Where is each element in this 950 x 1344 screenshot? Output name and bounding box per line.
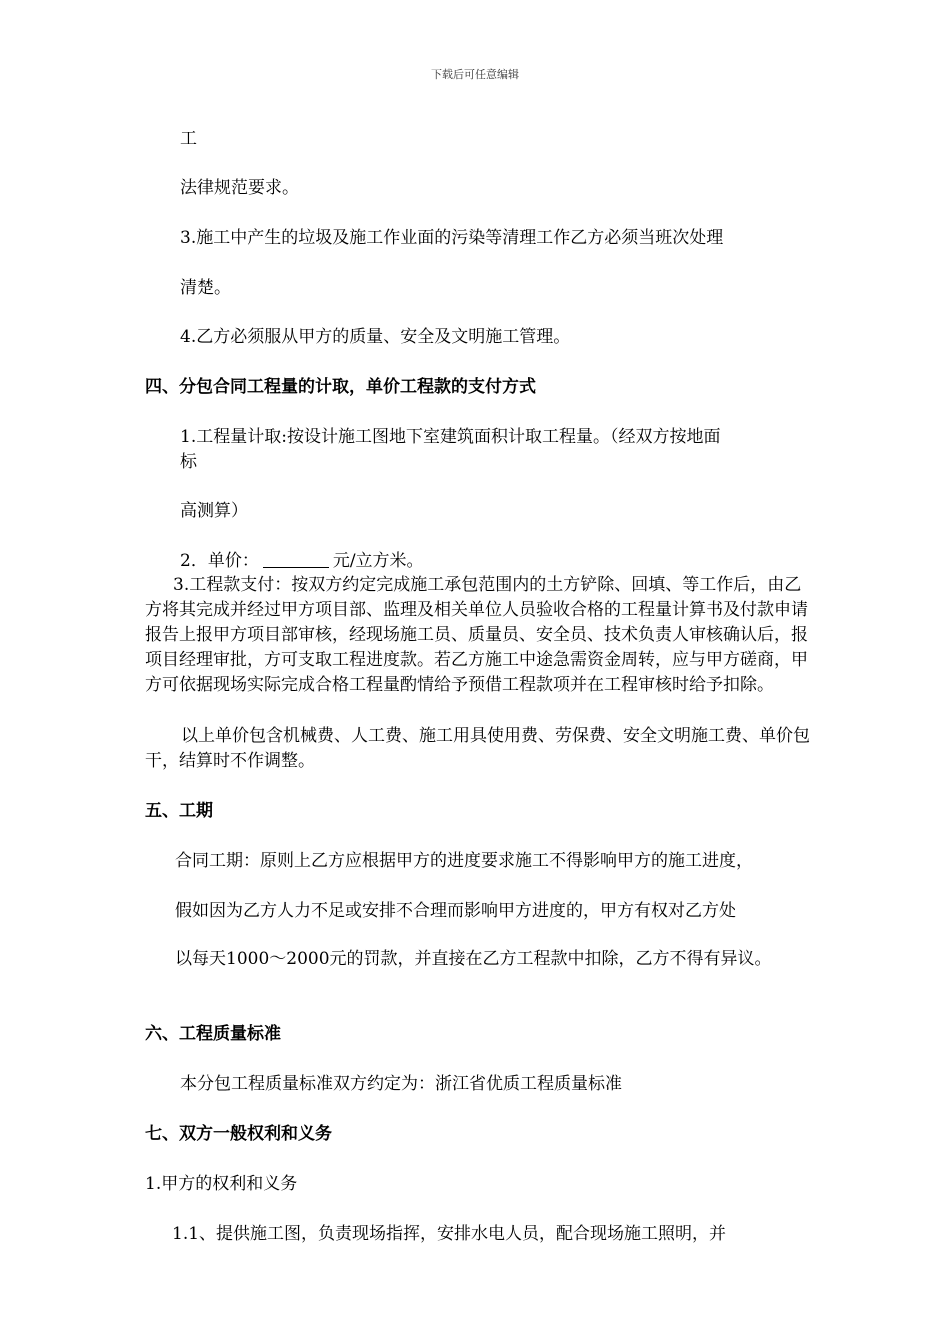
payment-paragraph: 3.工程款支付：按双方约定完成施工承包范围内的土方铲除、回填、等工作后，由乙方将其完成并经过甲方项目部、监理及相关单位人员验收合格的工程量计算书及付款申请报告上报甲方项目部审核，经现场施工员、质量员、安全员、技术负责人审核确认后，报项目经理审批，方可支取工程进度款。若乙方施工中途急需资金周转，应与甲方磋商，甲方可依据现场实际完成合格工程量酌情给予预借工程款项并在工程审核时给予扣除。: [145, 575, 808, 695]
text-line: 3.施工中产生的垃圾及施工作业面的污染等清理工作乙方必须当班次处理: [180, 228, 724, 248]
unit-price-label: 2．单价：: [180, 551, 259, 571]
text-line: 工: [180, 129, 197, 149]
text-line: 假如因为乙方人力不足或安排不合理而影响甲方进度的，甲方有权对乙方处: [175, 901, 736, 921]
text-line: 法律规范要求。: [180, 178, 299, 198]
text-line: 4.乙方必须服从甲方的质量、安全及文明施工管理。: [180, 327, 571, 347]
text-line: 本分包工程质量标准双方约定为：浙江省优质工程质量标准: [180, 1074, 622, 1094]
penalty-paragraph: 以每天1000～2000元的罚款，并直接在乙方工程款中扣除，乙方不得有异议。: [175, 949, 772, 969]
unit-price-blank: [263, 551, 329, 568]
section-heading-7: 七、双方一般权利和义务: [145, 1124, 332, 1144]
section-heading-6: 六、工程质量标准: [145, 1024, 281, 1044]
text-line: 高测算）: [180, 501, 248, 521]
text-line: 合同工期：原则上乙方应根据甲方的进度要求施工不得影响甲方的施工进度，: [175, 851, 753, 871]
section-heading-5: 五、工期: [145, 801, 213, 821]
text-line: 清楚。: [180, 278, 231, 298]
unit-price-line: [180, 548, 424, 574]
section-heading-4: 四、分包合同工程量的计取，单价工程款的支付方式: [145, 377, 536, 397]
text-line: 1.甲方的权利和义务: [145, 1174, 298, 1194]
price-inclusion-paragraph: 以上单价包含机械费、人工费、施工用具使用费、劳保费、安全文明施工费、单价包干，结算时不作调整。: [145, 726, 810, 771]
page-header-note: 下载后可任意编辑: [431, 68, 519, 81]
text-line: 1.工程量计取:按设计施工图地下室建筑面积计取工程量。（经双方按地面: [180, 427, 721, 447]
text-line: 1.1、提供施工图，负责现场指挥，安排水电人员，配合现场施工照明，并: [172, 1224, 727, 1244]
unit-price-unit: 元/立方米。: [332, 551, 424, 571]
text-line: 标: [180, 452, 197, 472]
